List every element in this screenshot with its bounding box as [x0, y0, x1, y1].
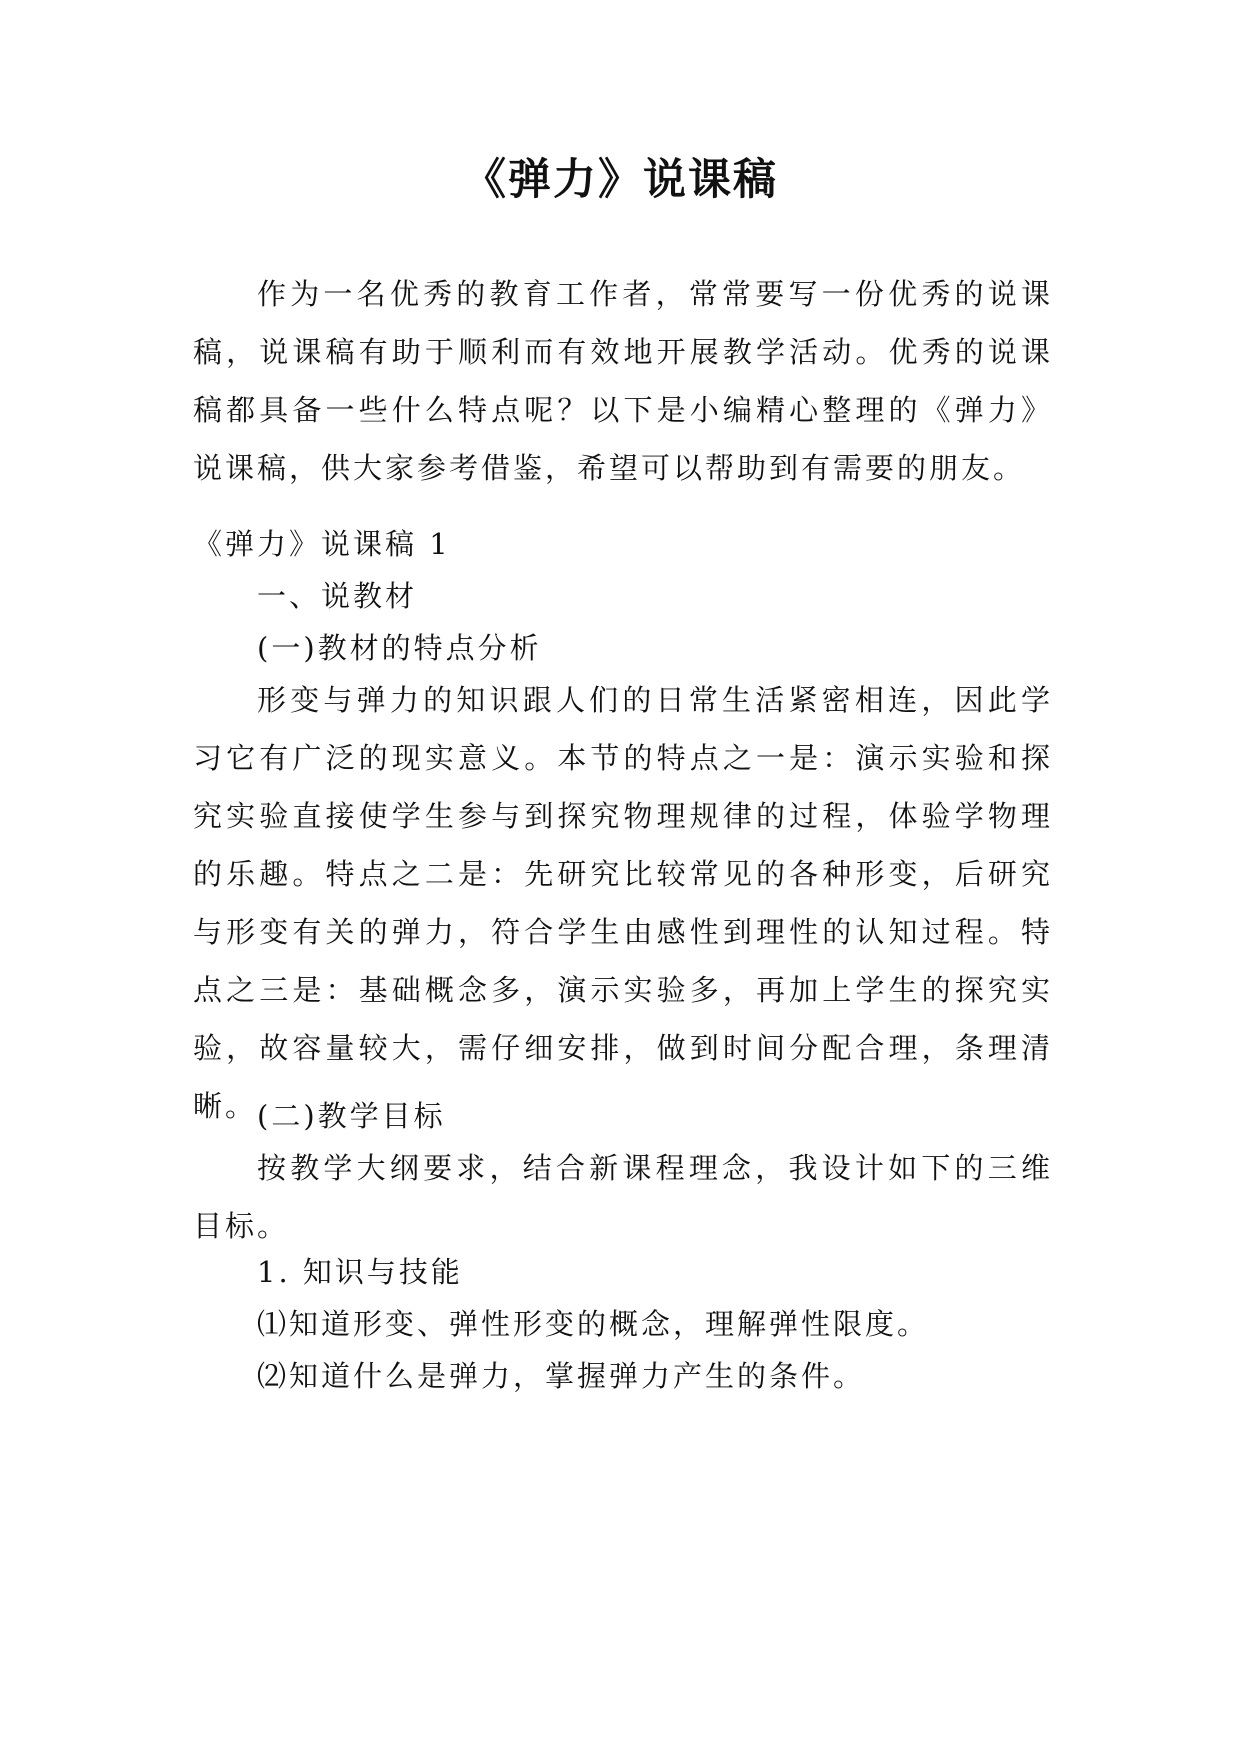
subheading-textbook-analysis: (一)教材的特点分析	[257, 631, 542, 665]
list-item: ⑵知道什么是弹力，掌握弹力产生的条件。	[257, 1359, 866, 1393]
document-title: 《弹力》说课稿	[463, 155, 778, 205]
section-heading: 《弹力》说课稿 1	[193, 527, 451, 561]
intro-paragraph: 作为一名优秀的教育工作者，常常要写一份优秀的说课稿，说课稿有助于顺利而有效地开展教学活动。优秀的说课稿都具备一些什么特点呢？以下是小编精心整理的《弹力》说课稿，供大家参考借鉴，希望可以帮助到有需要的朋友。	[193, 277, 1053, 485]
textbook-analysis-paragraph: 形变与弹力的知识跟人们的日常生活紧密相连，因此学习它有广泛的现实意义。本节的特点之一是：演示实验和探究实验直接使学生参与到探究物理规律的过程，体验学物理的乐趣。特点之二是：先研究比较常见的各种形变，后研究与形变有关的弹力，符合学生由感性到理性的认知过程。特点之三是：基础概念多，演示实验多，再加上学生的探究实验，故容量较大，需仔细安排，做到时间分配合理，条理清晰。	[193, 683, 1053, 1123]
part-heading-textbook: 一、说教材	[257, 579, 418, 613]
subheading-teaching-goals: (二)教学目标	[257, 1099, 446, 1133]
item-heading-knowledge-skills: 1. 知识与技能	[257, 1255, 463, 1289]
list-item: ⑴知道形变、弹性形变的概念，理解弹性限度。	[257, 1307, 930, 1341]
teaching-goals-paragraph: 按教学大纲要求，结合新课程理念，我设计如下的三维目标。	[193, 1151, 1053, 1243]
